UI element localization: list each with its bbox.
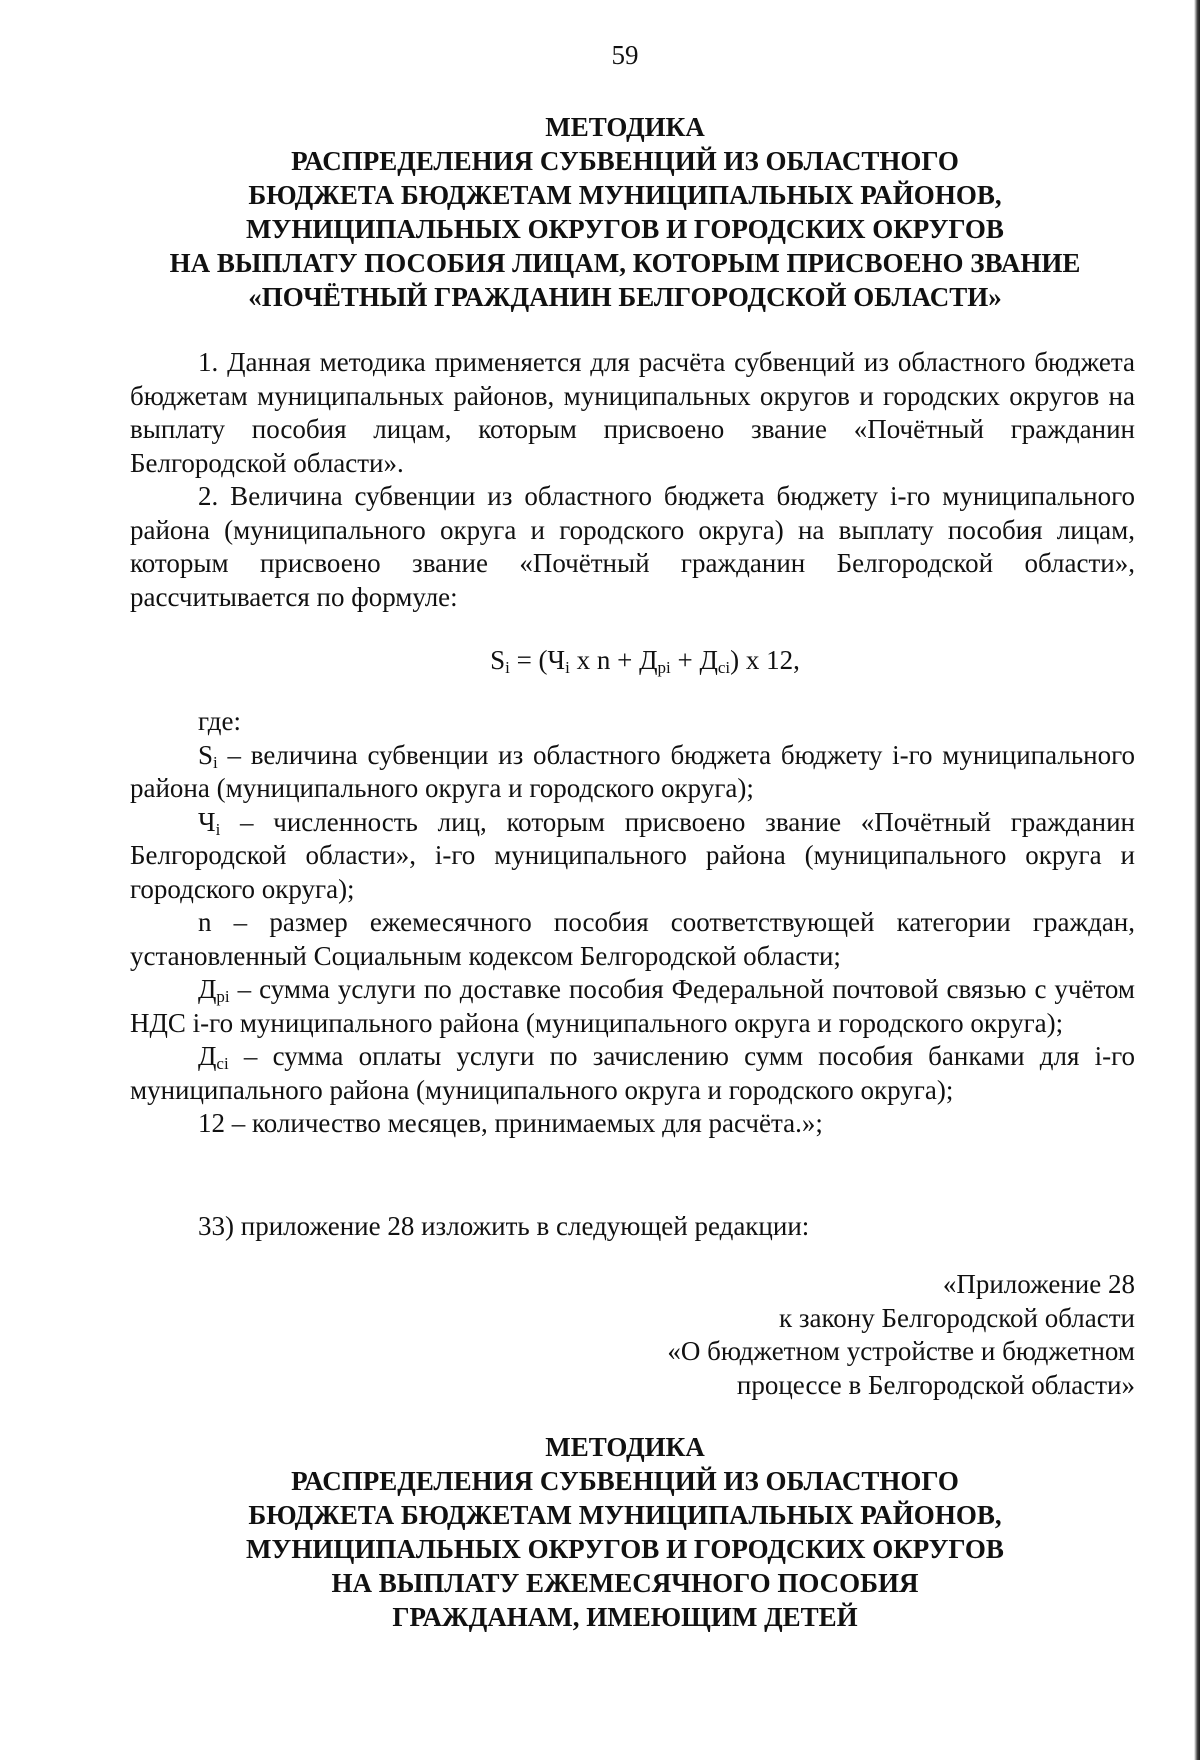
heading-line: МУНИЦИПАЛЬНЫХ ОКРУГОВ И ГОРОДСКИХ ОКРУГОВ (246, 1534, 1004, 1564)
page-number: 59 (611, 40, 639, 70)
intro-paragraphs (130, 346, 1135, 614)
heading-line: НА ВЫПЛАТУ ЕЖЕМЕСЯЧНОГО ПОСОБИЯ (331, 1568, 919, 1598)
appendix-line: «Приложение 28 (942, 1269, 1135, 1299)
scan-edge-shadow (1194, 0, 1200, 1760)
definition-item: $Д_{pi}$ – сумма услуги по доставке пособия Федеральной почтовой связью с учётом НДС i-го муниципального района (муниципального округа и городского округа); (130, 974, 1135, 1038)
heading-line: РАСПРЕДЕЛЕНИЯ СУБВЕНЦИЙ ИЗ ОБЛАСТНОГО (291, 146, 959, 176)
appendix-line: к закону Белгородской области (779, 1302, 1135, 1333)
definition-item: n – размер ежемесячного пособия соответствующей категории граждан, установленный Социальным кодексом Белгородской области; (130, 907, 1135, 971)
definition-item: 12 – количество месяцев, принимаемых для расчёта.»; (198, 1108, 823, 1138)
appendix-line: процессе в Белгородской области» (736, 1369, 1135, 1400)
formula: $S_i = (Ч_i$ x $n + Д_{pi} + Д_{ci}$) x 12, (490, 645, 800, 677)
where-label: где: (198, 706, 241, 736)
definition-item: $Д_{ci}$ – сумма оплаты услуги по зачислению сумм пособия банками для i-го муниципального района (муниципального округа и городского округа); (130, 1041, 1135, 1105)
definition-item: $S_i$ – величина субвенции из областного бюджета бюджету i-го муниципального района (муниципального округа и городского округа); (130, 739, 1135, 803)
amendment-line: 33) приложение 28 изложить в следующей редакции: (198, 1211, 810, 1241)
amendment-block (130, 1210, 1135, 1244)
appendix-line: «О бюджетном устройстве и бюджетном (667, 1336, 1135, 1366)
heading-line: НА ВЫПЛАТУ ПОСОБИЯ ЛИЦАМ, КОТОРЫМ ПРИСВОЕНО ЗВАНИЕ (169, 248, 1081, 278)
definitions-block (130, 705, 1135, 1141)
paragraph-2: 2. Величина субвенции из областного бюджета бюджету i-го муниципального района (муниципального округа и городского округа) на выплату пособия лицам, которым присвоено звание «Почётный гражданин Белгородской области», рассчитывается по формуле: (130, 481, 1135, 612)
heading-line: «ПОЧЁТНЫЙ ГРАЖДАНИН БЕЛГОРОДСКОЙ ОБЛАСТИ» (248, 282, 1002, 312)
heading-line: БЮДЖЕТА БЮДЖЕТАМ МУНИЦИПАЛЬНЫХ РАЙОНОВ, (248, 180, 1002, 210)
definition-item: $Ч_i$ – численность лиц, которым присвоено звание «Почётный гражданин Белгородской области», i-го муниципального района (муниципального округа и городского округа); (130, 806, 1135, 904)
paragraph-1: 1. Данная методика применяется для расчёта субвенций из областного бюджета бюджетам муниципальных районов, муниципальных округов и городских округов на выплату пособия лицам, которым присвоено звание «Почётный гражданин Белгородской области». (130, 347, 1135, 478)
heading-line: ГРАЖДАНАМ, ИМЕЮЩИМ ДЕТЕЙ (392, 1602, 858, 1632)
heading-line: МЕТОДИКА (545, 112, 705, 142)
methodology-heading-2 (120, 1430, 1130, 1634)
heading-line: МУНИЦИПАЛЬНЫХ ОКРУГОВ И ГОРОДСКИХ ОКРУГОВ (246, 214, 1004, 244)
appendix-reference (667, 1268, 1135, 1402)
heading-line: МЕТОДИКА (545, 1432, 705, 1462)
heading-line: РАСПРЕДЕЛЕНИЯ СУБВЕНЦИЙ ИЗ ОБЛАСТНОГО (291, 1466, 959, 1496)
methodology-heading-1 (120, 110, 1130, 314)
heading-line: БЮДЖЕТА БЮДЖЕТАМ МУНИЦИПАЛЬНЫХ РАЙОНОВ, (248, 1500, 1002, 1530)
